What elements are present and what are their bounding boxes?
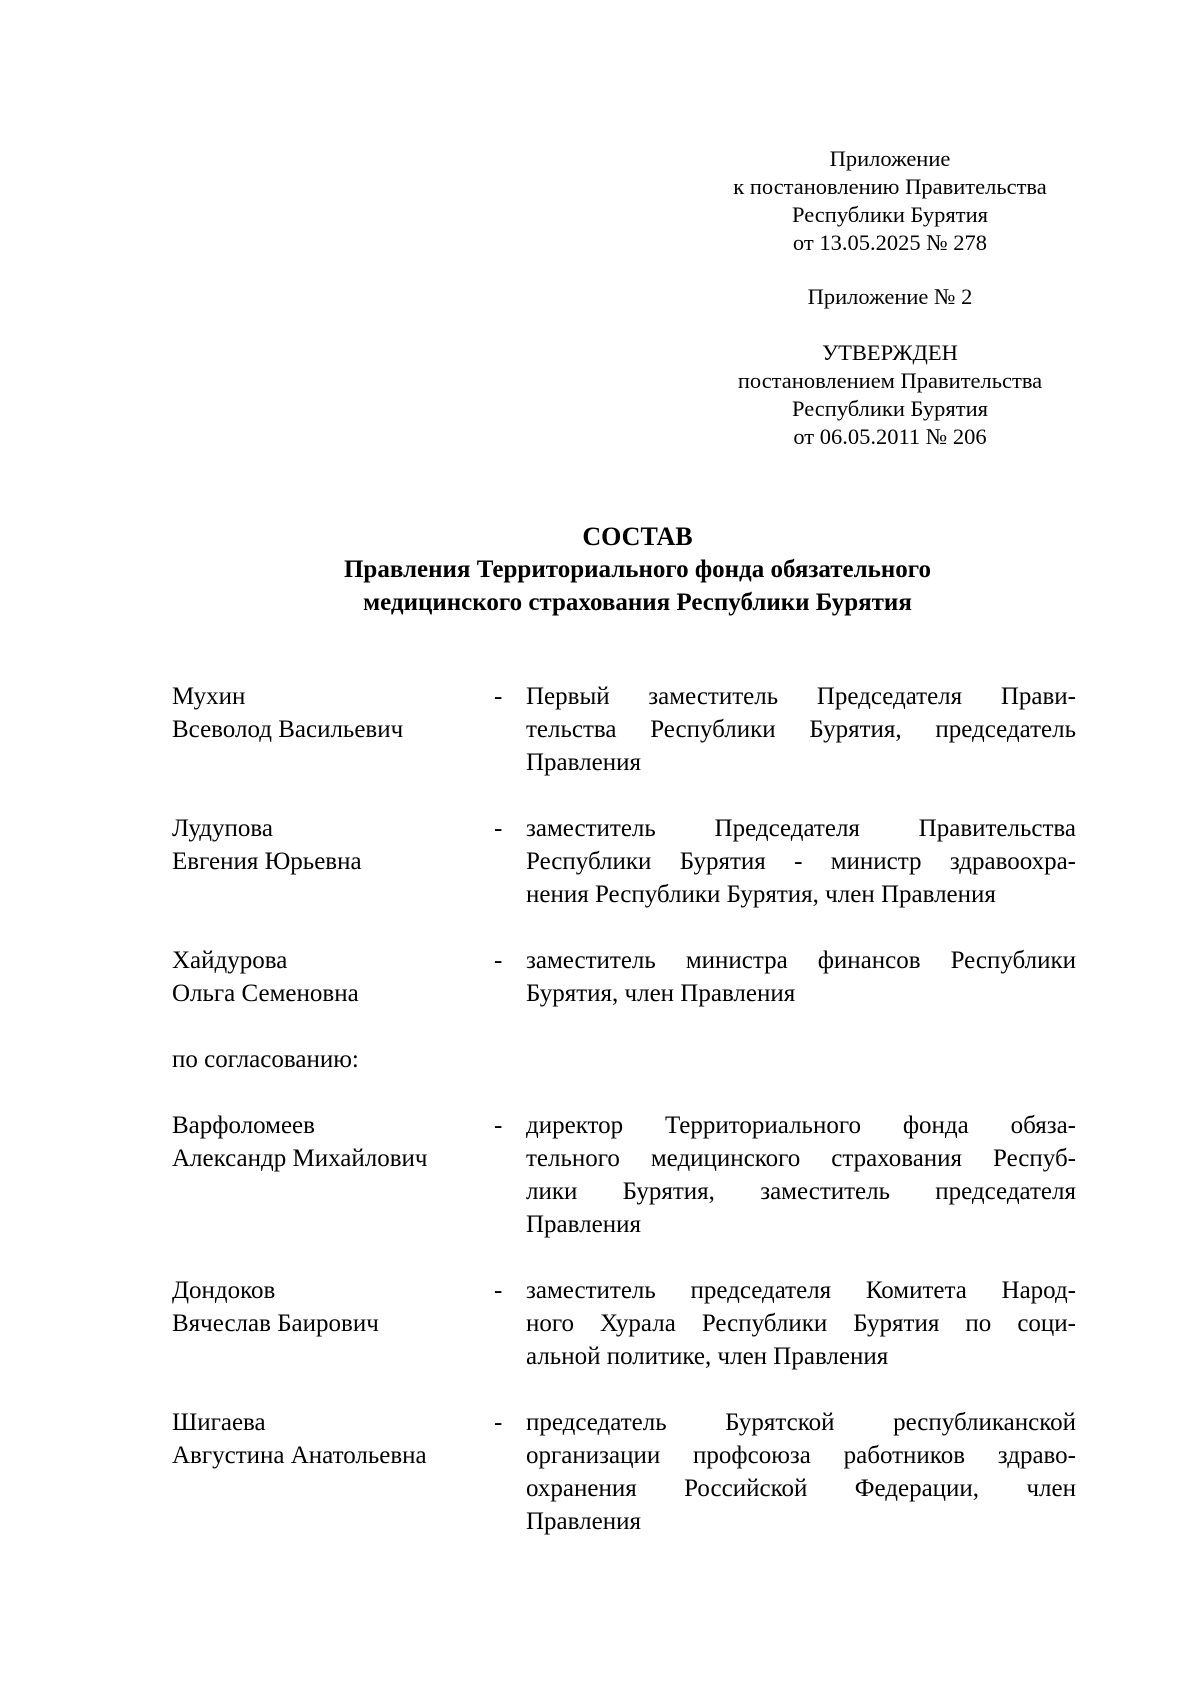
appendix-number-text: Приложение № 2: [807, 284, 973, 309]
appendix-line: Приложение: [829, 146, 951, 171]
member-dash: -: [494, 815, 503, 842]
member-name: [172, 680, 494, 779]
appendix-line: к постановлению Правительства: [733, 174, 1047, 199]
member-given-name: Вячеслав Баирович: [172, 1310, 379, 1337]
role-line: Правления: [526, 1211, 641, 1238]
role-line: заместитель Председателя Правительства: [526, 815, 1076, 842]
member-name: [172, 1274, 494, 1373]
member-role: [526, 680, 1076, 779]
approved-line: УТВЕРЖДЕН: [822, 340, 958, 365]
member-role: [526, 1109, 1076, 1241]
member-entry: [172, 680, 1092, 779]
appendix-line: Республики Бурятия: [792, 202, 988, 227]
role-line: директор Территориального фонда обяза-: [526, 1112, 1076, 1139]
member-role: [526, 1406, 1076, 1538]
member-role: [526, 812, 1076, 911]
role-line: ного Хурала Республики Бурятия по соци-: [526, 1310, 1076, 1337]
role-line: Бурятия, член Правления: [526, 980, 796, 1007]
role-line: Республики Бурятия - министр здравоохра-: [526, 848, 1076, 875]
role-line: заместитель министра финансов Республики: [526, 947, 1076, 974]
title-line: Правления Территориального фонда обязательного: [343, 556, 932, 583]
role-line: охранения Российской Федерации, член: [526, 1475, 1076, 1502]
approved-line: постановлением Правительства: [737, 368, 1043, 393]
document-title: [160, 520, 1115, 619]
title-line: медицинского страхования Республики Бурятия: [363, 589, 912, 616]
approved-line: от 06.05.2011 № 206: [793, 424, 987, 449]
role-line: тельного медицинского страхования Респуб-: [526, 1145, 1076, 1172]
member-dash: -: [494, 1409, 503, 1436]
appendix-line: от 13.05.2025 № 278: [792, 230, 988, 255]
member-surname: Мухин: [172, 683, 246, 710]
member-given-name: Александр Михайлович: [172, 1145, 428, 1172]
member-surname: Шигаева: [172, 1409, 266, 1436]
appendix-number: [700, 283, 1080, 311]
member-role: [526, 944, 1076, 1010]
member-name: [172, 1406, 494, 1538]
role-line: лики Бурятия, заместитель председателя: [526, 1178, 1076, 1205]
role-line: организации профсоюза работников здраво-: [526, 1442, 1076, 1469]
member-given-name: Ольга Семеновна: [172, 980, 359, 1007]
member-dash: -: [494, 683, 503, 710]
role-line: Правления: [526, 749, 641, 776]
role-line: председатель Бурятской республиканской: [526, 1409, 1076, 1436]
member-dash: -: [494, 1277, 503, 1304]
member-role: [526, 1274, 1076, 1373]
member-surname: Хайдурова: [172, 947, 288, 974]
member-given-name: Всеволод Васильевич: [172, 716, 404, 743]
member-given-name: Августина Анатольевна: [172, 1442, 427, 1469]
member-name: [172, 1109, 494, 1241]
member-entry: [172, 812, 1092, 911]
role-line: заместитель председателя Комитета Народ-: [526, 1277, 1076, 1304]
members-list: [172, 680, 1092, 1571]
approved-header: [700, 339, 1080, 451]
role-line: тельства Республики Бурятия, председатель: [526, 716, 1076, 743]
title-main: СОСТАВ: [582, 522, 693, 551]
member-surname: Лудупова: [172, 815, 273, 842]
approved-line: Республики Бурятия: [792, 396, 988, 421]
section-label-agreement: по согласованию:: [172, 1046, 359, 1073]
member-name: [172, 812, 494, 911]
member-entry: [172, 1406, 1092, 1538]
role-line: нения Республики Бурятия, член Правления: [526, 881, 996, 908]
member-name: [172, 944, 494, 1010]
role-line: Первый заместитель Председателя Прави-: [526, 683, 1076, 710]
role-line: Правления: [526, 1508, 641, 1535]
role-line: альной политике, член Правления: [526, 1343, 889, 1370]
member-entry: [172, 944, 1092, 1010]
member-entry: [172, 1274, 1092, 1373]
member-given-name: Евгения Юрьевна: [172, 848, 362, 875]
appendix-header: [700, 145, 1080, 257]
member-entry: [172, 1109, 1092, 1241]
member-dash: -: [494, 947, 503, 974]
member-surname: Варфоломеев: [172, 1112, 315, 1139]
member-dash: -: [494, 1112, 503, 1139]
member-surname: Дондоков: [172, 1277, 276, 1304]
